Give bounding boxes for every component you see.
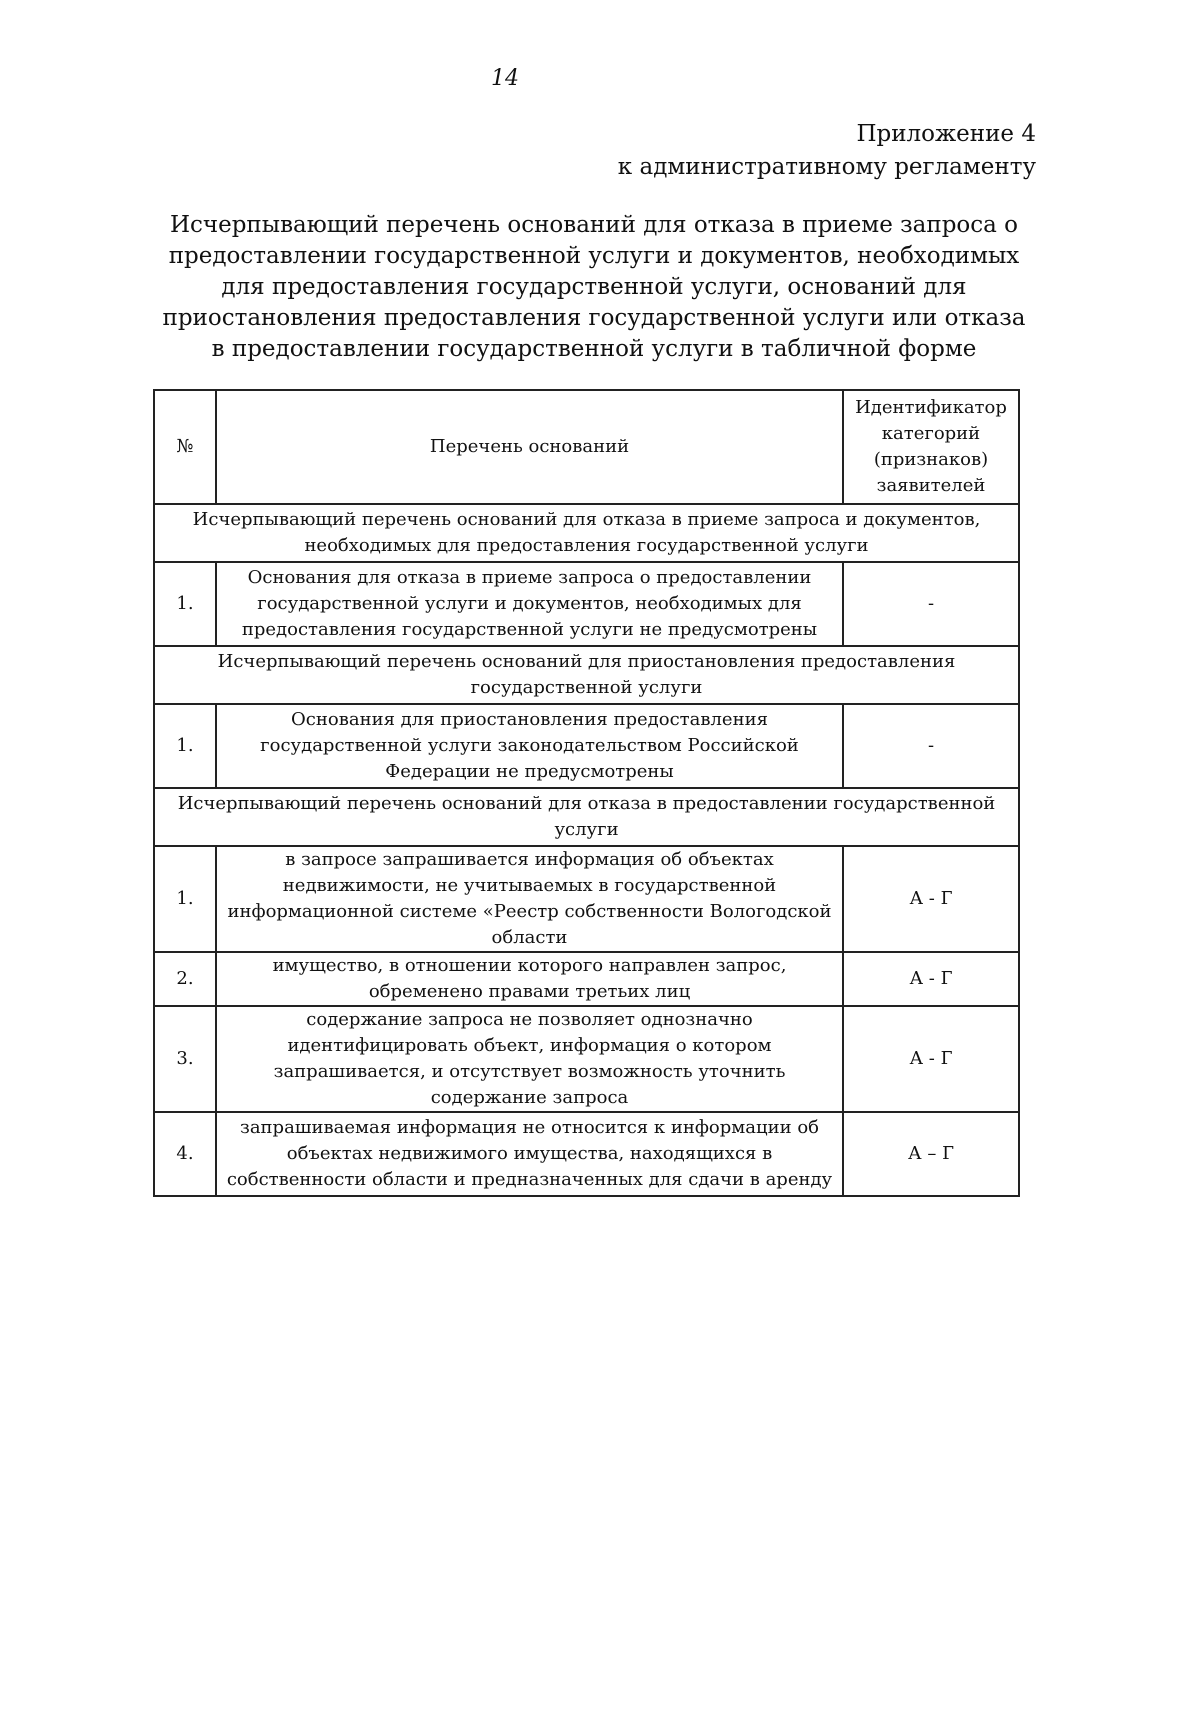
row-identifier: - bbox=[843, 704, 1019, 788]
section-heading-row bbox=[154, 788, 1019, 846]
header-reasons: Перечень оснований bbox=[216, 390, 843, 504]
table-row bbox=[154, 1006, 1019, 1112]
table-row bbox=[154, 704, 1019, 788]
row-identifier: А - Г bbox=[843, 952, 1019, 1006]
row-identifier: - bbox=[843, 562, 1019, 646]
table-row bbox=[154, 846, 1019, 952]
table-row bbox=[154, 1112, 1019, 1196]
section-heading-refusal-acceptance: Исчерпывающий перечень оснований для отказа в приеме запроса и документов, необходимых для предоставления государственной услуги bbox=[154, 504, 1019, 562]
row-reason: запрашиваемая информация не относится к информации об объектах недвижимого имущества, находящихся в собственности области и предназначенных для сдачи в аренду bbox=[216, 1112, 843, 1196]
row-reason: Основания для отказа в приеме запроса о предоставлении государственной услуги и документов, необходимых для предоставления государственной услуги не предусмотрены bbox=[216, 562, 843, 646]
row-number: 1. bbox=[154, 704, 216, 788]
grounds-table bbox=[153, 389, 1020, 1197]
row-number: 1. bbox=[154, 846, 216, 952]
section-heading-refusal-provision: Исчерпывающий перечень оснований для отказа в предоставлении государственной услуги bbox=[154, 788, 1019, 846]
row-number: 3. bbox=[154, 1006, 216, 1112]
row-number: 2. bbox=[154, 952, 216, 1006]
header-number: № bbox=[154, 390, 216, 504]
header-identifier: Идентификатор категорий (признаков) заявителей bbox=[843, 390, 1019, 504]
document-title: Исчерпывающий перечень оснований для отказа в приеме запроса о предоставлении государственной услуги и документов, необходимых для предоставления государственной услуги, оснований для приостановления предоставления государственной услуги или отказа в предоставлении государственной услуги в табличной форме bbox=[162, 212, 1026, 362]
page-number: 14 bbox=[491, 66, 519, 91]
row-identifier: А – Г bbox=[843, 1112, 1019, 1196]
table-row bbox=[154, 952, 1019, 1006]
row-identifier: А - Г bbox=[843, 1006, 1019, 1112]
section-heading-suspension: Исчерпывающий перечень оснований для приостановления предоставления государственной услуги bbox=[154, 646, 1019, 704]
table-row bbox=[154, 562, 1019, 646]
row-reason: содержание запроса не позволяет однозначно идентифицировать объект, информация о котором запрашивается, и отсутствует возможность уточнить содержание запроса bbox=[216, 1006, 843, 1112]
row-reason: Основания для приостановления предоставления государственной услуги законодательством Российской Федерации не предусмотрены bbox=[216, 704, 843, 788]
row-reason: имущество, в отношении которого направлен запрос, обременено правами третьих лиц bbox=[216, 952, 843, 1006]
section-heading-row bbox=[154, 504, 1019, 562]
row-identifier: А - Г bbox=[843, 846, 1019, 952]
row-number: 1. bbox=[154, 562, 216, 646]
section-heading-row bbox=[154, 646, 1019, 704]
appendix-target: к административному регламенту bbox=[617, 154, 1036, 180]
appendix-number: Приложение 4 bbox=[856, 121, 1036, 147]
table-header-row bbox=[154, 390, 1019, 504]
appendix-reference bbox=[618, 118, 1036, 184]
row-number: 4. bbox=[154, 1112, 216, 1196]
row-reason: в запросе запрашивается информация об объектах недвижимости, не учитываемых в государственной информационной системе «Реестр собственности Вологодской области bbox=[216, 846, 843, 952]
